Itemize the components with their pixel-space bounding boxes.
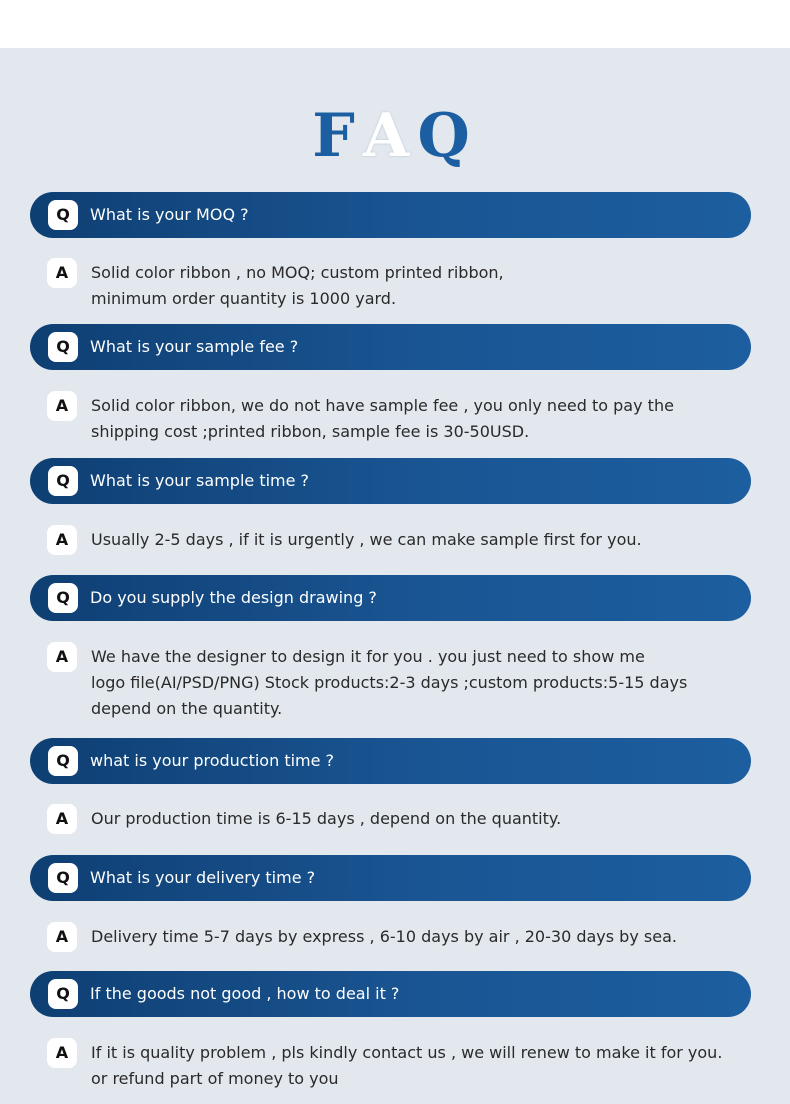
question-badge: Q (48, 746, 78, 776)
answer-line: Our production time is 6-15 days , depend on the quantity. (91, 809, 562, 828)
faq-heading-letter: A (362, 101, 418, 171)
answer-line: Solid color ribbon, we do not have sample fee , you only need to pay the (91, 396, 674, 415)
faq-question-bar (30, 971, 751, 1017)
answer-line: Usually 2-5 days , if it is urgently , we can make sample first for you. (91, 530, 642, 549)
faq-answer-text (91, 527, 771, 553)
question-badge: Q (48, 200, 78, 230)
faq-question-bar (30, 192, 751, 238)
question-badge: Q (48, 466, 78, 496)
answer-badge: A (47, 804, 77, 834)
answer-badge: A (47, 642, 77, 672)
answer-line: minimum order quantity is 1000 yard. (91, 289, 397, 308)
faq-question: What is your MOQ ? (90, 205, 249, 224)
answer-line: We have the designer to design it for you . you just need to show me (91, 647, 645, 666)
faq-heading (0, 101, 790, 171)
faq-question: What is your delivery time ? (90, 868, 316, 887)
question-badge: Q (48, 863, 78, 893)
answer-line: If it is quality problem , pls kindly contact us , we will renew to make it for you. (91, 1043, 723, 1062)
faq-answer-text (91, 260, 771, 312)
faq-section (0, 48, 790, 1104)
answer-badge: A (47, 525, 77, 555)
faq-question-bar (30, 575, 751, 621)
faq-question-bar (30, 324, 751, 370)
faq-question-bar (30, 458, 751, 504)
answer-line: or refund part of money to you (91, 1069, 339, 1088)
faq-question: What is your sample fee ? (90, 337, 299, 356)
answer-line: Solid color ribbon , no MOQ; custom printed ribbon, (91, 263, 504, 282)
answer-line: Delivery time 5-7 days by express , 6-10 days by air , 20-30 days by sea. (91, 927, 677, 946)
faq-answer-text (91, 1040, 771, 1092)
faq-heading-letter: F (312, 101, 363, 171)
answer-badge: A (47, 922, 77, 952)
faq-question: What is your sample time ? (90, 471, 310, 490)
answer-line: depend on the quantity. (91, 699, 283, 718)
question-badge: Q (48, 332, 78, 362)
faq-answer-text (91, 924, 771, 950)
question-badge: Q (48, 979, 78, 1009)
faq-answer-text (91, 644, 771, 722)
answer-badge: A (47, 391, 77, 421)
faq-question: If the goods not good , how to deal it ? (90, 984, 400, 1003)
faq-heading-letter: Q (417, 101, 478, 171)
faq-question-bar (30, 855, 751, 901)
answer-line: shipping cost ;printed ribbon, sample fee is 30-50USD. (91, 422, 530, 441)
answer-badge: A (47, 1038, 77, 1068)
question-badge: Q (48, 583, 78, 613)
faq-answer-text (91, 806, 771, 832)
faq-question: Do you supply the design drawing ? (90, 588, 377, 607)
answer-line: logo file(AI/PSD/PNG) Stock products:2-3 days ;custom products:5-15 days (91, 673, 688, 692)
faq-question-bar (30, 738, 751, 784)
faq-answer-text (91, 393, 771, 445)
faq-question: what is your production time ? (90, 751, 335, 770)
answer-badge: A (47, 258, 77, 288)
